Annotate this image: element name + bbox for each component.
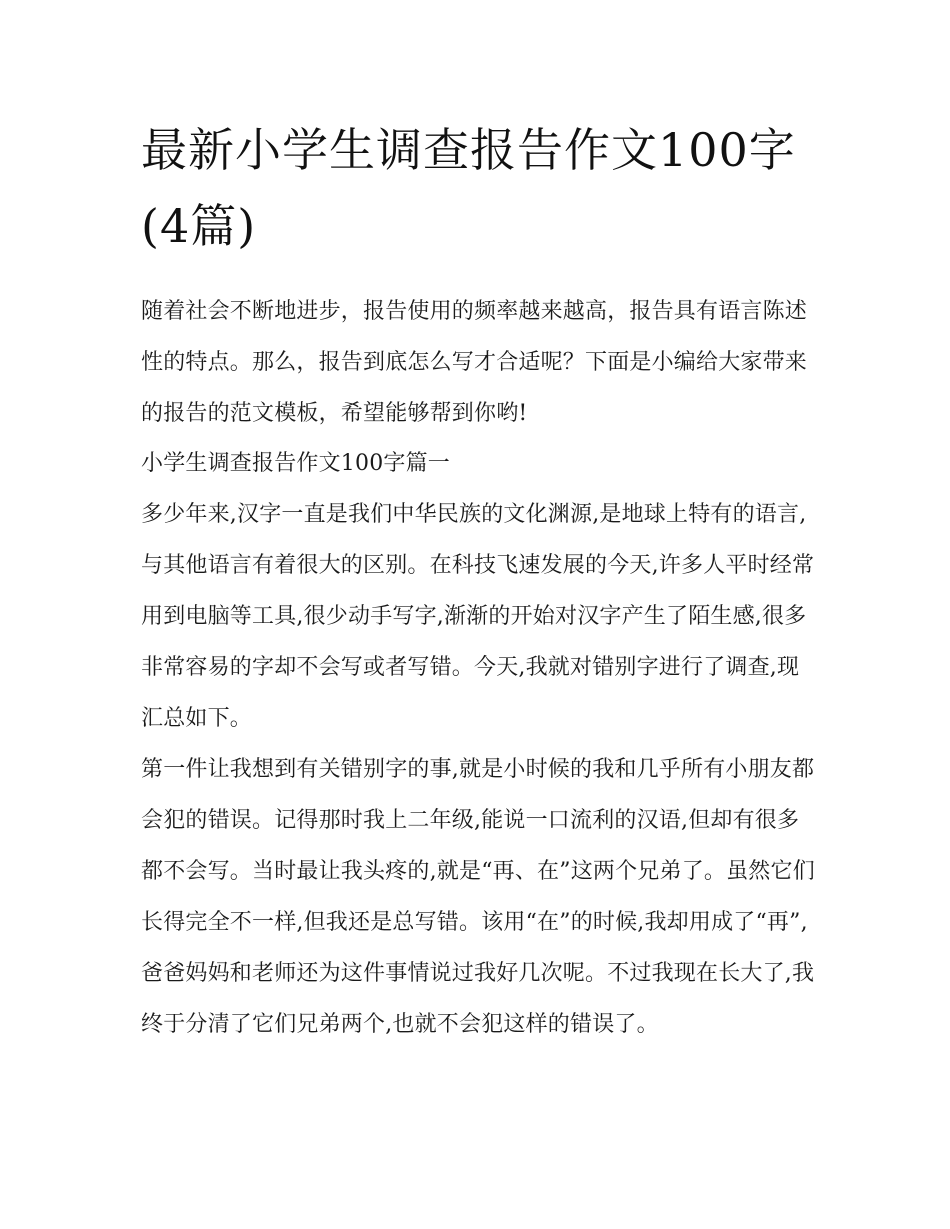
body-paragraph-1: 多少年来,汉字一直是我们中华民族的文化渊源,是地球上特有的语言,与其他语言有着很大的区别。在科技飞速发展的今天,许多人平时经常用到电脑等工具,很少动手写字,渐渐的开始对汉字产生了陌生感,很多非常容易的字却不会写或者写错。今天,我就对错别字进行了调查,现汇总如下。: [141, 502, 815, 731]
document-title: 最新小学生调查报告作文100字(4篇): [141, 123, 796, 253]
section-heading: 小学生调查报告作文100字篇一: [141, 451, 450, 476]
body-paragraph-2: 第一件让我想到有关错别字的事,就是小时候的我和几乎所有小朋友都会犯的错误。记得那时我上二年级,能说一口流利的汉语,但却有很多都不会写。当时最让我头疼的,就是“再、在”这两个兄弟了。虽然它们长得完全不一样,但我还是总写错。该用“在”的时候,我却用成了“再”,爸爸妈妈和老师还为这件事情说过我好几次呢。不过我现在长大了,我终于分清了它们兄弟两个,也就不会犯这样的错误了。: [141, 757, 815, 1037]
intro-paragraph: 随着社会不断地进步，报告使用的频率越来越高，报告具有语言陈述性的特点。那么，报告到底怎么写才合适呢？下面是小编给大家带来的报告的范文模板，希望能够帮到你哟!: [141, 299, 808, 426]
document-content: [141, 112, 821, 1050]
